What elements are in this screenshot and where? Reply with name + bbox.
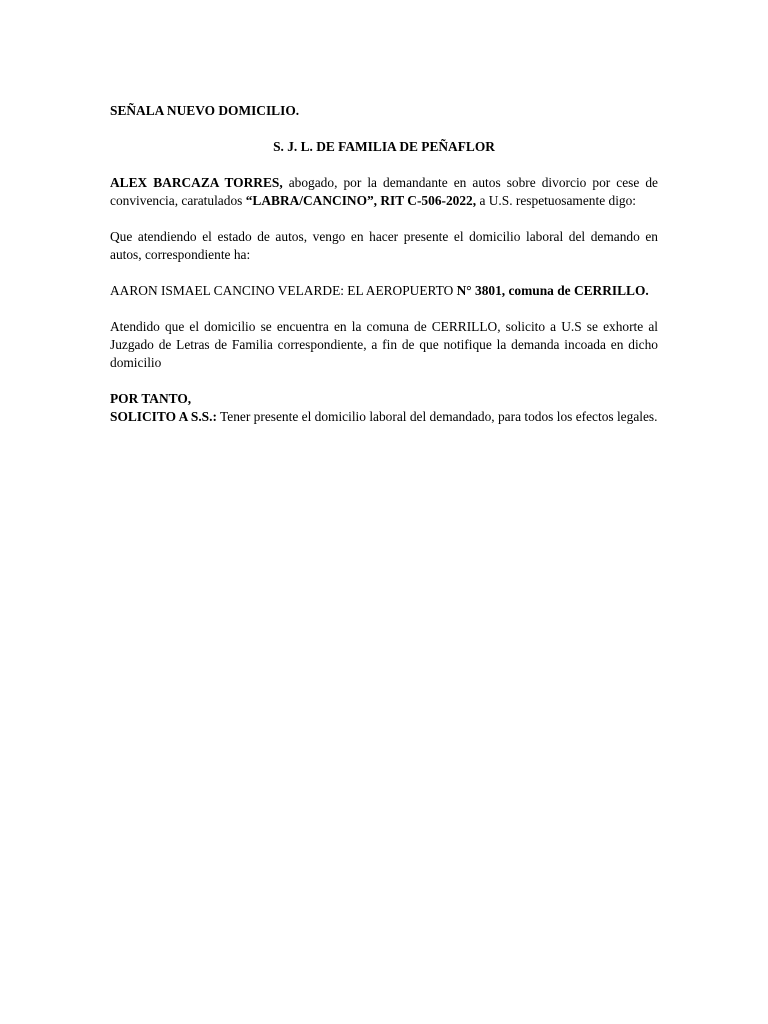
spacer (110, 372, 658, 390)
intro-paragraph (110, 174, 658, 210)
solicito-label: SOLICITO A S.S.: (110, 409, 217, 424)
intro-text-1: abogado, por la demandante en autos sobre divorcio por cese de convivencia, caratulados (110, 175, 658, 208)
document-page (110, 102, 658, 426)
document-heading: SEÑALA NUEVO DOMICILIO. (110, 103, 300, 118)
address-number: N° 3801, comuna de CERRILLO. (456, 283, 649, 298)
spacer (110, 156, 658, 174)
solicito-paragraph (110, 408, 658, 426)
spacer (110, 210, 658, 228)
spacer (110, 264, 658, 282)
address-name: AARON ISMAEL CANCINO VELARDE: EL AEROPUERTO (110, 283, 457, 298)
case-name: “LABRA/CANCINO”, RIT C-506-2022, (245, 193, 477, 208)
spacer (110, 120, 658, 138)
lawyer-name: ALEX BARCAZA TORRES, (110, 175, 283, 190)
intro-text-2: a U.S. respetuosamente digo: (476, 193, 637, 208)
address-paragraph (110, 282, 658, 300)
por-tanto: POR TANTO, (110, 391, 192, 406)
paragraph-exhorto: Atendido que el domicilio se encuentra en la comuna de CERRILLO, solicito a U.S se exhorte al Juzgado de Letras de Familia correspondiente, a fin de que notifique la demanda incoada en dicho domicilio (110, 319, 658, 370)
spacer (110, 300, 658, 318)
paragraph-estado-autos: Que atendiendo el estado de autos, vengo en hacer presente el domicilio laboral del demando en autos, correspondiente ha: (110, 229, 658, 262)
court-title: S. J. L. DE FAMILIA DE PEÑAFLOR (273, 139, 495, 154)
solicito-text: Tener presente el domicilio laboral del demandado, para todos los efectos legales. (216, 409, 658, 424)
